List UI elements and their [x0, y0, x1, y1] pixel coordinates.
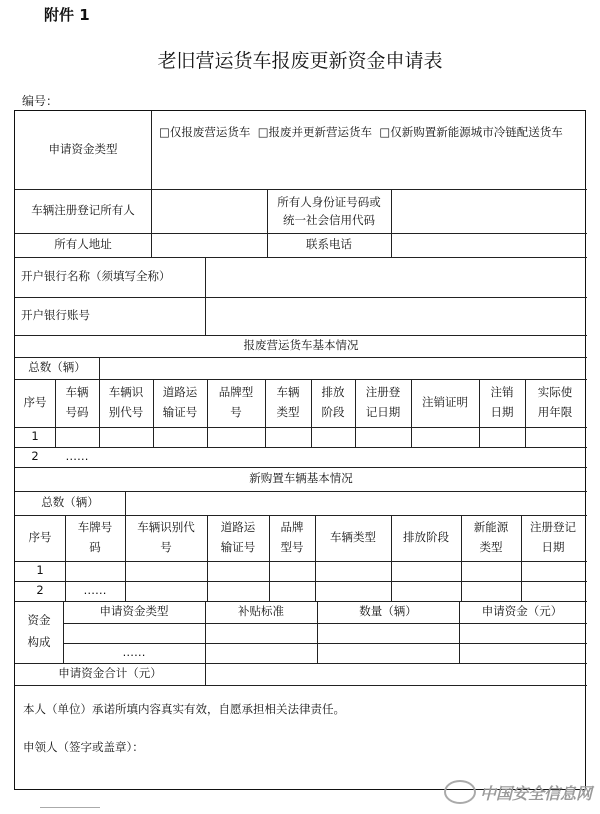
bank-account-label: 开户银行账号: [21, 308, 90, 323]
pledge-text: 本人（单位）承诺所填内容真实有效，自愿承担相关法律责任。: [23, 702, 345, 716]
owner-field[interactable]: [152, 189, 267, 233]
new-col-emission-l1: 排放阶段: [403, 530, 449, 545]
scrap-col-reg-date-l2: 记日期: [365, 405, 401, 419]
signature-field[interactable]: [185, 733, 485, 759]
new-row-1-index: 1: [36, 563, 44, 578]
owner-label: 车辆注册登记所有人: [31, 203, 135, 218]
new-col-model-l2: 型号: [280, 540, 304, 554]
scrap-total-field[interactable]: [100, 357, 585, 379]
page-footer-fragment: [40, 807, 100, 814]
scrap-col-permit-l1: 道路运: [162, 385, 198, 400]
new-col-type-l1: 车辆类型: [330, 530, 376, 545]
id-code-label-line1: 所有人身份证号码或: [277, 194, 381, 209]
scrap-col-dereg-date-l1: 注销: [490, 385, 514, 400]
scrap-col-reg-date-l1: 注册登: [365, 385, 401, 400]
new-col-energy-l2: 类型: [479, 540, 503, 554]
scrap-col-reg-date: [355, 379, 411, 427]
new-col-emission: [391, 515, 461, 561]
scrap-col-vin-l2: 别代号: [108, 405, 144, 419]
id-code-label: [267, 189, 391, 233]
new-col-vin-l1: 车辆识别代: [137, 520, 195, 535]
scrap-col-emission-l2: 阶段: [321, 405, 345, 419]
scrap-col-model-l2: 号: [230, 405, 242, 419]
address-label: 所有人地址: [54, 237, 112, 252]
new-col-index: [15, 515, 65, 561]
new-section-title: 新购置车辆基本情况: [249, 471, 353, 486]
new-col-vin-l2: 号: [160, 540, 172, 554]
phone-label: 联系电话: [306, 237, 352, 252]
wechat-logo-icon: [444, 780, 476, 804]
funding-col-qty: 数量（辆）: [359, 604, 417, 619]
funding-col-type: 申请资金类型: [99, 604, 169, 619]
scrap-col-service-years: [525, 379, 585, 427]
bank-name-label: 开户银行名称（须填写全称）: [21, 269, 171, 284]
new-total-field[interactable]: [126, 491, 585, 515]
new-col-vin: [125, 515, 207, 561]
scrap-col-dereg-cert: [411, 379, 479, 427]
watermark: [444, 780, 592, 804]
option-scrap-only[interactable]: □仅报废营运货车: [159, 125, 251, 139]
serial-number-label: 编号：: [22, 94, 59, 108]
watermark-text: 中国安全信息网: [479, 783, 592, 803]
new-col-model: [269, 515, 315, 561]
scrap-col-type: [265, 379, 311, 427]
scrap-row-1-index: 1: [31, 429, 39, 444]
scrap-col-dereg-date-l2: 日期: [490, 405, 514, 419]
scrap-col-type-l1: 车辆: [276, 385, 300, 400]
new-col-plate-l2: 码: [89, 540, 101, 554]
new-col-permit: [207, 515, 269, 561]
scrap-col-permit: [153, 379, 207, 427]
scrap-col-plate-l2: 号码: [65, 405, 89, 419]
new-col-permit-l2: 输证号: [220, 540, 256, 554]
new-col-index-l1: 序号: [28, 530, 52, 545]
scrap-col-model: [207, 379, 265, 427]
funding-total-label: 申请资金合计（元）: [58, 666, 162, 681]
new-col-type: [315, 515, 391, 561]
id-code-field[interactable]: [392, 189, 585, 233]
new-col-reg-date: [521, 515, 585, 561]
new-col-plate: [65, 515, 125, 561]
option-new-energy-only[interactable]: □仅新购置新能源城市冷链配送货车: [379, 125, 563, 139]
scrap-col-plate: [55, 379, 99, 427]
new-row-2-index: 2: [36, 583, 44, 598]
address-field[interactable]: [152, 233, 267, 257]
scrap-col-dereg-date: [479, 379, 525, 427]
scrap-col-index: [15, 379, 55, 427]
attachment-label: 附件 1: [44, 6, 90, 24]
scrap-col-vin-l1: 车辆识: [108, 385, 144, 400]
scrap-row-2-index: 2: [31, 449, 39, 464]
funding-total-field[interactable]: [206, 663, 585, 685]
bank-name-field[interactable]: [206, 257, 585, 297]
funding-row-ellipsis: ……: [122, 645, 146, 660]
bank-account-field[interactable]: [206, 297, 585, 335]
scrap-row-2-ellipsis: ……: [65, 449, 89, 464]
funding-composition-l2: 构成: [27, 635, 51, 649]
new-col-plate-l1: 车牌号: [77, 520, 113, 535]
scrap-col-emission-l1: 排放: [321, 385, 345, 400]
scrap-total-label: 总数（辆）: [28, 360, 86, 375]
scrap-col-index-l1: 序号: [23, 395, 47, 410]
new-col-reg-date-l2: 日期: [541, 540, 565, 554]
page-title: 老旧营运货车报废更新资金申请表: [157, 50, 443, 72]
funding-col-subsidy: 补贴标准: [238, 604, 284, 619]
funding-col-amount: 申请资金（元）: [481, 604, 563, 619]
fund-type-label: 申请资金类型: [48, 142, 118, 157]
new-col-permit-l1: 道路运: [220, 520, 256, 535]
fund-type-options: [159, 119, 585, 145]
scrap-col-permit-l2: 输证号: [162, 405, 198, 419]
scrap-col-type-l2: 类型: [276, 405, 300, 419]
scrap-col-vin: [99, 379, 153, 427]
funding-composition-label: [15, 601, 63, 663]
application-form: [14, 110, 586, 790]
signer-label: 申领人（签字或盖章）：: [23, 740, 144, 754]
scrap-col-service-years-l2: 用年限: [537, 405, 573, 419]
scrap-col-dereg-cert-l1: 注销证明: [422, 395, 468, 410]
option-scrap-and-renew[interactable]: □报废并更新营运货车: [257, 125, 373, 139]
new-total-label: 总数（辆）: [41, 495, 99, 510]
scrap-col-emission: [311, 379, 355, 427]
id-code-label-line2: 统一社会信用代码: [283, 213, 375, 227]
scrap-col-plate-l1: 车辆: [65, 385, 89, 400]
new-col-reg-date-l1: 注册登记: [530, 520, 576, 535]
new-row-2-ellipsis: ……: [83, 583, 107, 598]
funding-composition-l1: 资金: [27, 613, 51, 628]
new-col-model-l1: 品牌: [280, 520, 304, 535]
new-col-energy-l1: 新能源: [473, 520, 509, 535]
scrap-section-title: 报废营运货车基本情况: [243, 338, 359, 353]
scrap-col-service-years-l1: 实际使: [537, 385, 573, 400]
scrap-col-model-l1: 品牌型: [218, 385, 254, 400]
new-col-energy: [461, 515, 521, 561]
phone-field[interactable]: [392, 233, 585, 257]
